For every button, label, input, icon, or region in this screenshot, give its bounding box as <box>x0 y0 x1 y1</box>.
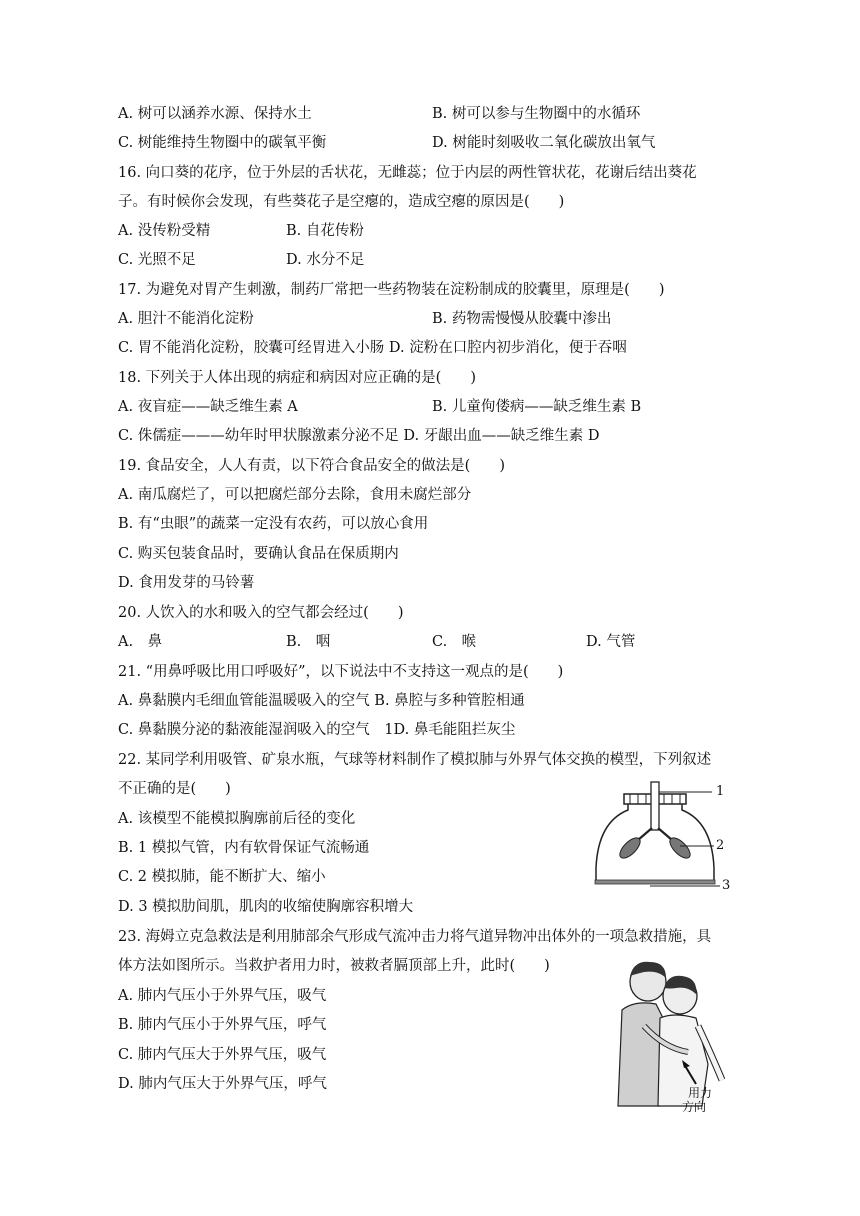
q15-option-a: A. 树可以涵养水源、保持水土 <box>118 106 312 122</box>
q18-option-b: B. 儿童佝偻病——缺乏维生素 B <box>432 399 642 415</box>
q16-stem-line1: 16. 向口葵的花序，位于外层的舌状花，无雌蕊；位于内层的两性管状花，花谢后结出葵花 <box>118 165 697 181</box>
q19-stem: 19. 食品安全，人人有责，以下符合食品安全的做法是( ) <box>118 458 505 474</box>
q16-stem-line2: 子。有时候你会发现，有些葵花子是空瘪的，造成空瘪的原因是( ) <box>118 194 565 210</box>
q17-options-cd: C. 胃不能消化淀粉，胶囊可经胃进入小肠 D. 淀粉在口腔内初步消化，便于吞咽 <box>118 340 627 356</box>
q18-stem: 18. 下列关于人体出现的病症和病因对应正确的是( ) <box>118 370 476 386</box>
q23-option-b: B. 肺内气压小于外界气压，呼气 <box>118 1017 327 1033</box>
q19-option-c: C. 购买包装食品时，要确认食品在保质期内 <box>118 546 399 562</box>
q17-option-b: B. 药物需慢慢从胶囊中渗出 <box>432 311 612 327</box>
q22-option-a: A. 该模型不能模拟胸廓前后径的变化 <box>118 811 356 827</box>
q16-option-b: B. 自花传粉 <box>286 223 364 239</box>
q23-stem-line1: 23. 海姆立克急救法是利用肺部余气形成气流冲击力将气道异物冲出体外的一项急救措施，具 <box>118 929 712 945</box>
q16-option-c: C. 光照不足 <box>118 252 196 268</box>
q15-option-b: B. 树可以参与生物圈中的水循环 <box>432 106 641 122</box>
figure-label-3: 3 <box>722 878 731 893</box>
q15-option-c: C. 树能维持生物圈中的碳氧平衡 <box>118 135 327 151</box>
q22-option-c: C. 2 模拟肺，能不断扩大、缩小 <box>118 869 326 885</box>
q18-option-a: A. 夜盲症——缺乏维生素 A <box>118 399 298 415</box>
q17-option-a: A. 胆汁不能消化淀粉 <box>118 311 254 327</box>
q22-option-b: B. 1 模拟气管，内有软骨保证气流畅通 <box>118 840 370 856</box>
q23-stem-line2: 体方法如图所示。当救护者用力时，被救者膈顶部上升，此时( ) <box>118 958 550 974</box>
q21-options-ab: A. 鼻黏膜内毛细血管能温暖吸入的空气 B. 鼻腔与多种管腔相通 <box>118 693 525 709</box>
heimlich-maneuver-figure <box>604 956 734 1116</box>
q19-option-a: A. 南瓜腐烂了，可以把腐烂部分去除，食用未腐烂部分 <box>118 487 472 503</box>
q22-option-d: D. 3 模拟肋间肌，肌肉的收缩使胸廓容积增大 <box>118 899 414 915</box>
q20-stem: 20. 人饮入的水和吸入的空气都会经过( ) <box>118 605 404 621</box>
q19-option-d: D. 食用发芽的马铃薯 <box>118 575 255 591</box>
q15-option-d: D. 树能时刻吸收二氧化碳放出氧气 <box>432 135 656 151</box>
q20-option-a: A. 鼻 <box>118 634 163 650</box>
figure-label-1: 1 <box>716 784 725 799</box>
q21-options-cd: C. 鼻黏膜分泌的黏液能湿润吸入的空气 1D. 鼻毛能阻拦灰尘 <box>118 722 516 738</box>
q18-options-cd: C. 侏儒症———幼年时甲状腺激素分泌不足 D. 牙龈出血——缺乏维生素 D <box>118 428 600 444</box>
figure-label-2: 2 <box>716 838 725 853</box>
q23-option-c: C. 肺内气压大于外界气压，吸气 <box>118 1047 327 1063</box>
q20-option-c: C. 喉 <box>432 634 477 650</box>
q16-option-d: D. 水分不足 <box>286 252 365 268</box>
force-direction-label-1: 用力 <box>688 1086 713 1100</box>
q23-option-a: A. 肺内气压小于外界气压，吸气 <box>118 988 327 1004</box>
q20-option-b: B. 咽 <box>286 634 331 650</box>
q22-stem-line1: 22. 某同学利用吸管、矿泉水瓶，气球等材料制作了模拟肺与外界气体交换的模型，下列叙述 <box>118 752 712 768</box>
q21-stem: 21. “用鼻呼吸比用口呼吸好”，以下说法中不支持这一观点的是( ) <box>118 664 564 680</box>
q19-option-b: B. 有“虫眼”的蔬菜一定没有农药，可以放心食用 <box>118 516 429 532</box>
q16-option-a: A. 没传粉受精 <box>118 223 211 239</box>
q23-option-d: D. 肺内气压大于外界气压，呼气 <box>118 1076 327 1092</box>
q20-option-d: D. 气管 <box>586 634 636 650</box>
q22-stem-line2: 不正确的是( ) <box>118 781 231 797</box>
q17-stem: 17. 为避免对胃产生刺激，制药厂常把一些药物装在淀粉制成的胶囊里，原理是( ) <box>118 282 665 298</box>
force-direction-label-2: 方向 <box>682 1100 707 1114</box>
